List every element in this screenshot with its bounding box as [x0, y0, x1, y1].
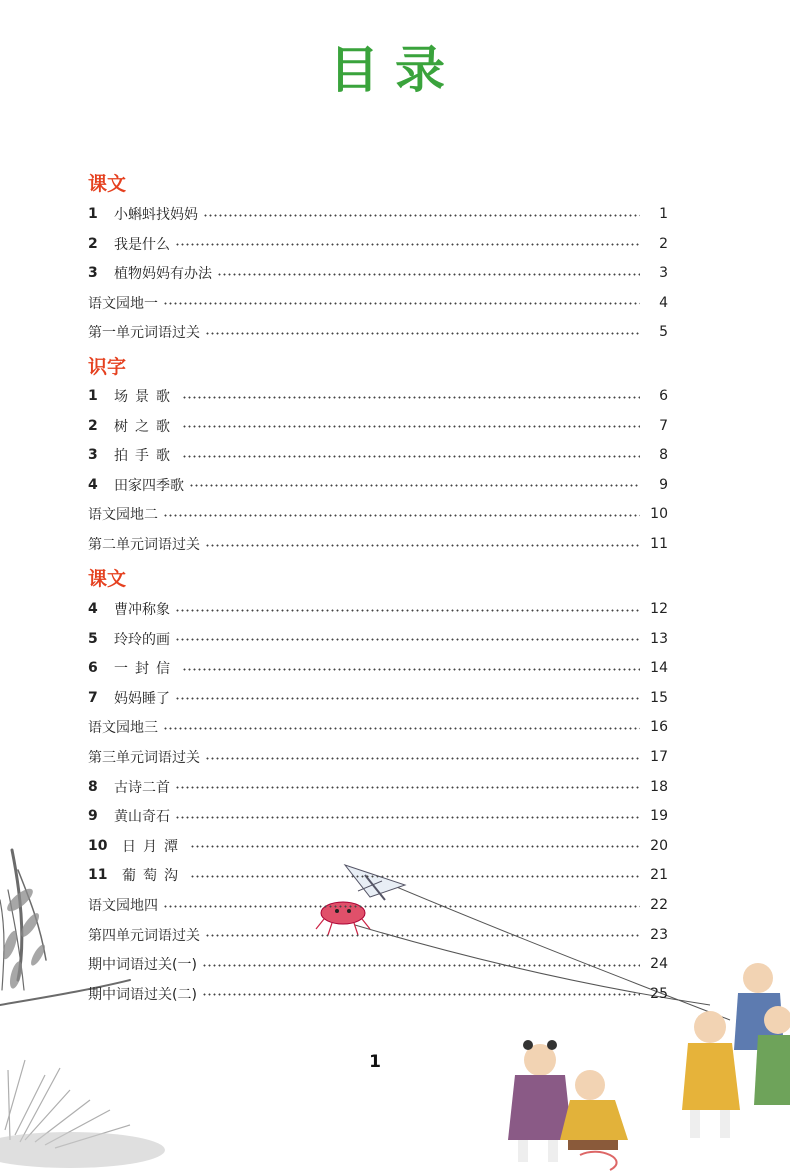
- dot-leader: [182, 425, 640, 428]
- toc-entry[interactable]: [88, 473, 668, 497]
- dot-leader: [182, 455, 640, 458]
- dot-leader: [189, 484, 640, 487]
- toc-entry[interactable]: [88, 834, 668, 858]
- toc-entry-title: 小蝌蚪找妈妈: [114, 207, 198, 223]
- toc-entry-page: 1: [659, 206, 668, 222]
- toc-entry-title: 树之歌: [114, 418, 177, 435]
- toc-entry[interactable]: [88, 414, 668, 438]
- dot-leader: [205, 934, 640, 937]
- toc-entry-title: 日月潭: [122, 838, 185, 855]
- toc-entry-title: 古诗二首: [114, 779, 170, 796]
- toc-entry[interactable]: [88, 804, 668, 828]
- toc-entry-page: 6: [659, 388, 668, 404]
- toc-entry-title: 场景歌: [114, 389, 177, 405]
- toc-entry[interactable]: [88, 893, 668, 917]
- toc-entry[interactable]: [88, 202, 668, 226]
- toc-entry-page: 7: [659, 417, 668, 434]
- toc-entry-title: 期中词语过关(二): [88, 986, 197, 1003]
- toc-entry-title: 语文园地四: [88, 898, 158, 914]
- dot-leader: [163, 302, 640, 305]
- toc-entry[interactable]: [88, 952, 668, 976]
- dot-leader: [163, 514, 640, 517]
- toc-entry-title: 第四单元词语过关: [88, 927, 200, 944]
- toc-entry-page: 14: [650, 660, 668, 677]
- toc-entry[interactable]: [88, 745, 668, 769]
- toc-entry-title: 妈妈睡了: [114, 690, 170, 707]
- page-title: 目录: [329, 41, 461, 99]
- dot-leader: [182, 668, 640, 671]
- toc-entry-number: 2: [88, 417, 98, 434]
- page-number: 1: [369, 1052, 381, 1072]
- dot-leader: [190, 875, 640, 878]
- toc-entry-title: 黄山奇石: [114, 809, 170, 826]
- toc-entry-page: 16: [650, 719, 668, 736]
- dot-leader: [190, 845, 640, 848]
- toc-entry-page: 8: [659, 447, 668, 464]
- toc-entry-page: 20: [650, 837, 668, 854]
- dot-leader: [202, 993, 640, 996]
- toc-entry[interactable]: [88, 532, 668, 556]
- toc-entry-title: 拍手歌: [114, 448, 177, 465]
- toc-entry-number: 4: [88, 601, 98, 617]
- dot-leader: [205, 332, 640, 335]
- toc-entry-number: 4: [88, 476, 98, 493]
- toc-entry-page: 13: [650, 630, 668, 647]
- toc-entry-page: 17: [650, 749, 668, 765]
- toc-entry-page: 25: [650, 985, 668, 1002]
- toc-entry[interactable]: [88, 775, 668, 799]
- toc-entry[interactable]: [88, 384, 668, 408]
- toc-entry-number: 10: [88, 837, 108, 854]
- toc-entry[interactable]: [88, 982, 668, 1006]
- toc-entry[interactable]: [88, 232, 668, 256]
- toc-entry-page: 19: [650, 808, 668, 825]
- section-heading: 识字: [88, 356, 127, 378]
- toc-entry[interactable]: [88, 686, 668, 710]
- toc-entry-page: 18: [650, 778, 668, 795]
- dot-leader: [202, 964, 640, 967]
- section-heading: 课文: [88, 173, 127, 195]
- toc-entry-page: 2: [659, 235, 668, 252]
- toc-entry-number: 1: [88, 388, 98, 404]
- toc-entry-title: 我是什么: [114, 236, 170, 253]
- toc-entry-page: 22: [650, 897, 668, 913]
- toc-entry-title: 第二单元词语过关: [88, 537, 200, 553]
- toc-entry-page: 5: [659, 324, 668, 341]
- dot-leader: [163, 905, 640, 908]
- toc-entry[interactable]: [88, 597, 668, 621]
- toc-entry-title: 玲玲的画: [114, 631, 170, 648]
- toc-entry-page: 11: [650, 536, 668, 552]
- toc-entry-number: 2: [88, 235, 98, 252]
- toc-entry-title: 一封信: [114, 661, 177, 678]
- toc-entry[interactable]: [88, 656, 668, 680]
- dot-leader: [175, 816, 640, 819]
- toc-entry-number: 7: [88, 689, 98, 706]
- toc-entry-title: 语文园地一: [88, 295, 158, 312]
- dot-leader: [205, 757, 640, 760]
- toc-entry-number: 5: [88, 630, 98, 647]
- toc-entry-page: 3: [659, 265, 668, 282]
- toc-entry-page: 9: [659, 476, 668, 493]
- toc-entry[interactable]: [88, 320, 668, 344]
- toc-entry-number: 6: [88, 660, 98, 677]
- dot-leader: [175, 638, 640, 641]
- toc-entry-page: 10: [650, 506, 668, 523]
- toc-entry-page: 12: [650, 601, 668, 617]
- toc-entry-page: 4: [659, 294, 668, 311]
- toc-entry-number: 8: [88, 778, 98, 795]
- toc-entry-number: 1: [88, 206, 98, 222]
- toc-entry-number: 3: [88, 265, 98, 282]
- dot-leader: [175, 243, 640, 246]
- dot-leader: [203, 214, 640, 217]
- toc-entry-page: 23: [650, 926, 668, 943]
- toc-entry-title: 曹冲称象: [114, 602, 170, 618]
- toc-entry[interactable]: [88, 863, 668, 887]
- section-heading: 课文: [88, 568, 127, 590]
- dot-leader: [163, 727, 640, 730]
- toc-entry-title: 第三单元词语过关: [88, 750, 200, 766]
- toc-entry-title: 第一单元词语过关: [88, 325, 200, 342]
- dot-leader: [175, 786, 640, 789]
- toc-entry[interactable]: [88, 291, 668, 315]
- dot-leader: [175, 609, 640, 612]
- toc-entry-title: 田家四季歌: [114, 477, 184, 494]
- toc-entry-page: 21: [650, 867, 668, 884]
- toc-entry-title: 语文园地三: [88, 720, 158, 737]
- toc-entry[interactable]: [88, 502, 668, 526]
- toc-entry-title: 期中词语过关(一): [88, 957, 197, 974]
- dot-leader: [175, 697, 640, 700]
- toc-entry-number: 9: [88, 808, 98, 825]
- toc-entry-number: 3: [88, 447, 98, 464]
- toc-entry[interactable]: [88, 443, 668, 467]
- toc-entry[interactable]: [88, 627, 668, 651]
- toc-entry[interactable]: [88, 261, 668, 285]
- toc-entry[interactable]: [88, 923, 668, 947]
- toc-entry-title: 语文园地二: [88, 507, 158, 524]
- toc-entry-page: 15: [650, 689, 668, 706]
- dot-leader: [182, 396, 640, 399]
- toc-entry-page: 24: [650, 956, 668, 973]
- toc-entry-title: 葡萄沟: [122, 868, 185, 885]
- toc-entry-title: 植物妈妈有办法: [114, 266, 212, 283]
- toc-entry-number: 11: [88, 867, 108, 884]
- toc-entry[interactable]: [88, 715, 668, 739]
- dot-leader: [217, 273, 640, 276]
- dot-leader: [205, 544, 640, 547]
